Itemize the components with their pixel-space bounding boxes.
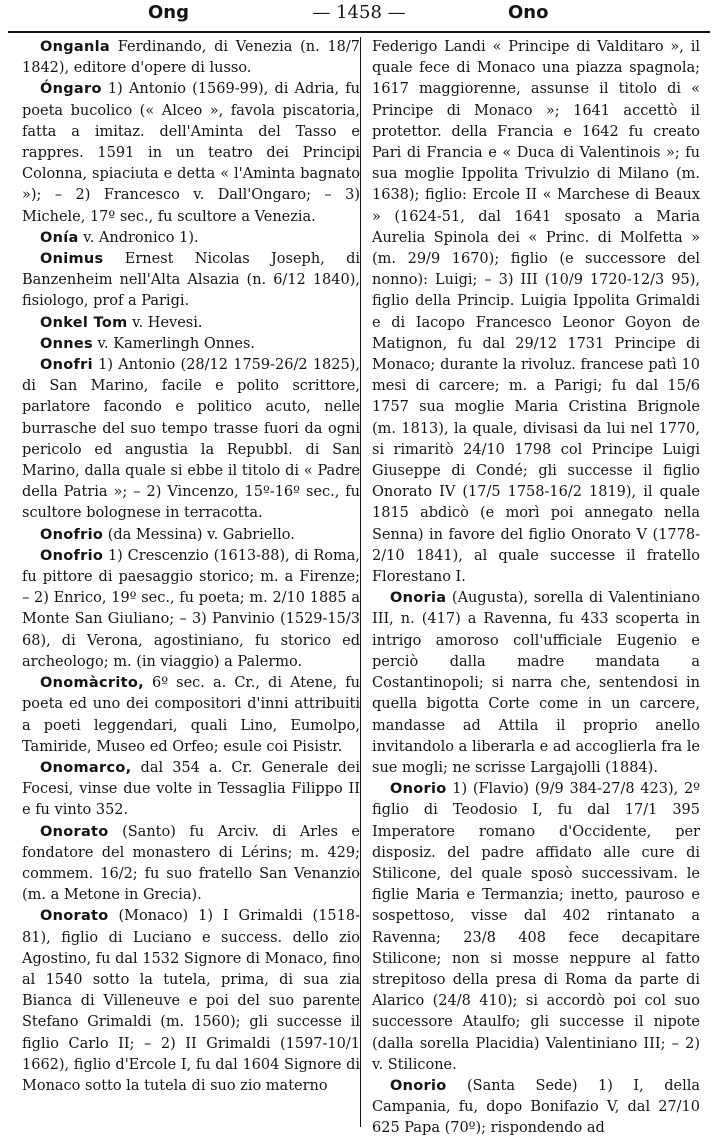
entry-text: v. Hevesi. — [132, 314, 203, 331]
left-running-head: Ong — [148, 2, 190, 23]
entry — [22, 673, 360, 758]
entry — [22, 758, 360, 822]
entry — [22, 355, 360, 525]
page-number: — 1458 — — [312, 2, 406, 23]
right-column — [372, 37, 700, 1140]
headword: Onoria — [390, 590, 447, 607]
right-running-head: Ono — [508, 2, 549, 23]
entry-text: (Monaco) 1) I Grimaldi (1518-81), figlio di Luciano e success. dello zio Agostino, fu dal 1532 Signore di Monaco, fino al 1540 sotto la tutela, prima, di sua zia Bianca di Villeneuve e poi del suo parente Stefano Grimaldi (m. 1560); gli successe il figlio Carlo II; – 2) II Grimaldi (1597-10/1 1662), figlio d'Ercole I, fu dal 1604 Signore di Monaco sotto la tutela di suo zio materno — [22, 908, 361, 1094]
entry-text: Federigo Landi « Principe di Valditaro », il quale fece di Monaco una piazza spagnola; 1617 maggiorenne, assunse il titolo di « Principe di Monaco »; 1641 accettò il protettor. della Francia e 1642 fu creato Pari di Francia e « Duca di Valentinois »; fu sua moglie Ippolita Trivulzio di Milano (m. 1638); figlio: Ercole II « Marchese di Beaux » (1624-51, dal 1641 sposato a Maria Aurelia Spinola dei « Princ. di Molfetta » (m. 29/9 1670); figlio (e successore del nonno): Luigi; – 3) III (10/9 1720-12/3 95), figlio della Princip. Luigia Ippolita Grimaldi e di Iacopo Francesco Leonor Goyon de Matignon, fu dal 29/12 1731 Principe di Monaco; durante la rivoluz. francese patì 10 mesi di carcere; m. a Parigi; fu dal 15/6 1757 sua moglie Maria Cristina Brignole (m. 1813), la quale, divisasi da lui nel 1770, si rimaritò 24/10 1798 col Principe Luigi Giuseppe di Condé; gli successe il figlio Onorato IV (17/5 1758-16/2 1819), il quale 1815 abdicò (e morì poi annegato nella Senna) in favore del figlio Onorato V (1778-2/10 1841), al quale successe il fratello Florestano I. — [372, 39, 700, 586]
page-header — [0, 2, 718, 30]
entry — [22, 822, 360, 907]
entry — [22, 228, 360, 249]
headword: Onorato — [40, 823, 109, 840]
left-column — [22, 37, 360, 1097]
headword: Onnes — [40, 335, 93, 352]
headword: Onofrio — [40, 547, 104, 564]
entry-text: 1) (Flavio) (9/9 384-27/8 423), 2º figlio di Teodosio I, fu dal 17/1 395 Imperatore romano d'Occidente, per disposiz. del padre affidato alle cure di Stilicone, del quale sposò successivam. le figlie Maria e Termanzia; inetto, pauroso e sospettoso, visse dal 402 rintanato a Ravenna; 23/8 408 fece decapitare Stilicone; non si mosse neppure al fatto strepitoso della presa di Roma da parte di Alarico (24/8 410); si accordò poi col suo successore Ataulfo; gli successe il nipote (dalla sorella Placidia) Valentiniano III; – 2) v. Stilicone. — [372, 781, 700, 1073]
headword: Onimus — [40, 251, 104, 268]
headword: Onkel Tom — [40, 314, 128, 331]
headword: Onorio — [390, 781, 447, 798]
entry — [22, 906, 360, 1097]
entry-text: dal 354 a. Cr. Generale dei Focesi, vinse due volte in Tessaglia Filippo II e fu vinto 352. — [22, 759, 360, 819]
entry — [22, 334, 360, 355]
entry — [372, 779, 700, 1076]
entry-text: Ernest Nicolas Joseph, di Banzenheim nell'Alta Alsazia (n. 6/12 1840), fisiologo, prof a Parigi. — [22, 251, 360, 310]
entry — [22, 37, 360, 79]
entry — [22, 313, 360, 334]
headword: Onganla — [40, 39, 110, 55]
headword: Onorio — [390, 1077, 447, 1094]
entry-text: (da Messina) v. Gabriello. — [107, 526, 295, 543]
entry-text: 1) Antonio (28/12 1759-26/2 1825), di San Marino, facile e polito scrittore, parlatore facondo e politico acuto, nelle burrasche del suo tempo trasse fuori da ogni pericolo ed angustia la Repubbl. di San Marino, dalla quale si ebbe il titolo di « Padre della Patria »; – 2) Vincenzo, 15º-16º sec., fu scultore bolognese in terracotta. — [22, 357, 360, 522]
entry-text: Ferdinando, di Venezia (n. 18/7 1842), editore d'opere di lusso. — [22, 39, 361, 77]
entry-text: 6º sec. a. Cr., di Atene, fu poeta ed uno dei compositori d'inni attribuiti a poeti leggendari, quali Lino, Eumolpo, Tamiride, Museo ed Orfeo; esule coi Pisistr. — [22, 675, 361, 755]
headword: Onía — [40, 229, 79, 246]
entry-text: (Santo) fu Arciv. di Arles e fondatore del monastero di Lérins; m. 429; commem. 16/2; fu suo fratello San Venanzio (m. a Metone in Grecia). — [22, 823, 361, 904]
headword: Onofrio — [40, 526, 104, 543]
entry-text: v. Andronico 1). — [83, 229, 199, 246]
entry-text: v. Kamerlingh Onnes. — [97, 335, 256, 352]
entry-text: (Santa Sede) 1) I, della Campania, fu, dopo Bonifazio V, dal 27/10 625 Papa (70º); rispondendo ad — [372, 1077, 700, 1137]
column-divider — [360, 37, 361, 1127]
entry — [22, 249, 360, 313]
headword: Onomarco, — [40, 759, 132, 776]
headword: Óngaro — [40, 81, 102, 98]
headword: Onofri — [40, 357, 93, 374]
entry — [372, 1076, 700, 1140]
entry-text: (Augusta), sorella di Valentiniano III, n. (417) a Ravenna, fu 433 scoperta in intrigo amoroso coll'ufficiale Eugenio e perciò dalla madre mandata a Costantinopoli; si narra che, sentendosi in quella bigotta Corte come in un carcere, mandasse ad Attila il proprio anello invitandolo a liberarla e ad accoglierla fra le sue mogli; ne scrisse Largajolli (1884). — [372, 590, 700, 776]
entry — [22, 79, 360, 227]
header-rule — [8, 31, 710, 33]
headword: Onorato — [40, 908, 109, 925]
headword: Onomàcrito, — [40, 675, 144, 692]
entry — [22, 525, 360, 546]
entry-text: 1) Antonio (1569-99), di Adria, fu poeta bucolico (« Alceo », favola piscatoria, fatta a imitaz. dell'Aminta del Tasso e rappres. 1591 in un teatro dei Principi Colonna, spiaciuta e detta « l'Aminta bagnato »); – 2) Francesco v. Dall'Ongaro; – 3) Michele, 17º sec., fu scultore a Venezia. — [22, 81, 360, 225]
entry-continuation — [372, 37, 700, 588]
entry-text: 1) Crescenzio (1613-88), di Roma, fu pittore di paesaggio storico; m. a Firenze; – 2) Enrico, 19º sec., fu poeta; m. 2/10 1885 a Monte San Giuliano; – 3) Panvinio (1529-15/3 68), di Verona, agostiniano, fu storico ed archeologo; m. (in viaggio) a Palermo. — [22, 547, 360, 670]
entry — [22, 546, 360, 673]
entry — [372, 588, 700, 779]
